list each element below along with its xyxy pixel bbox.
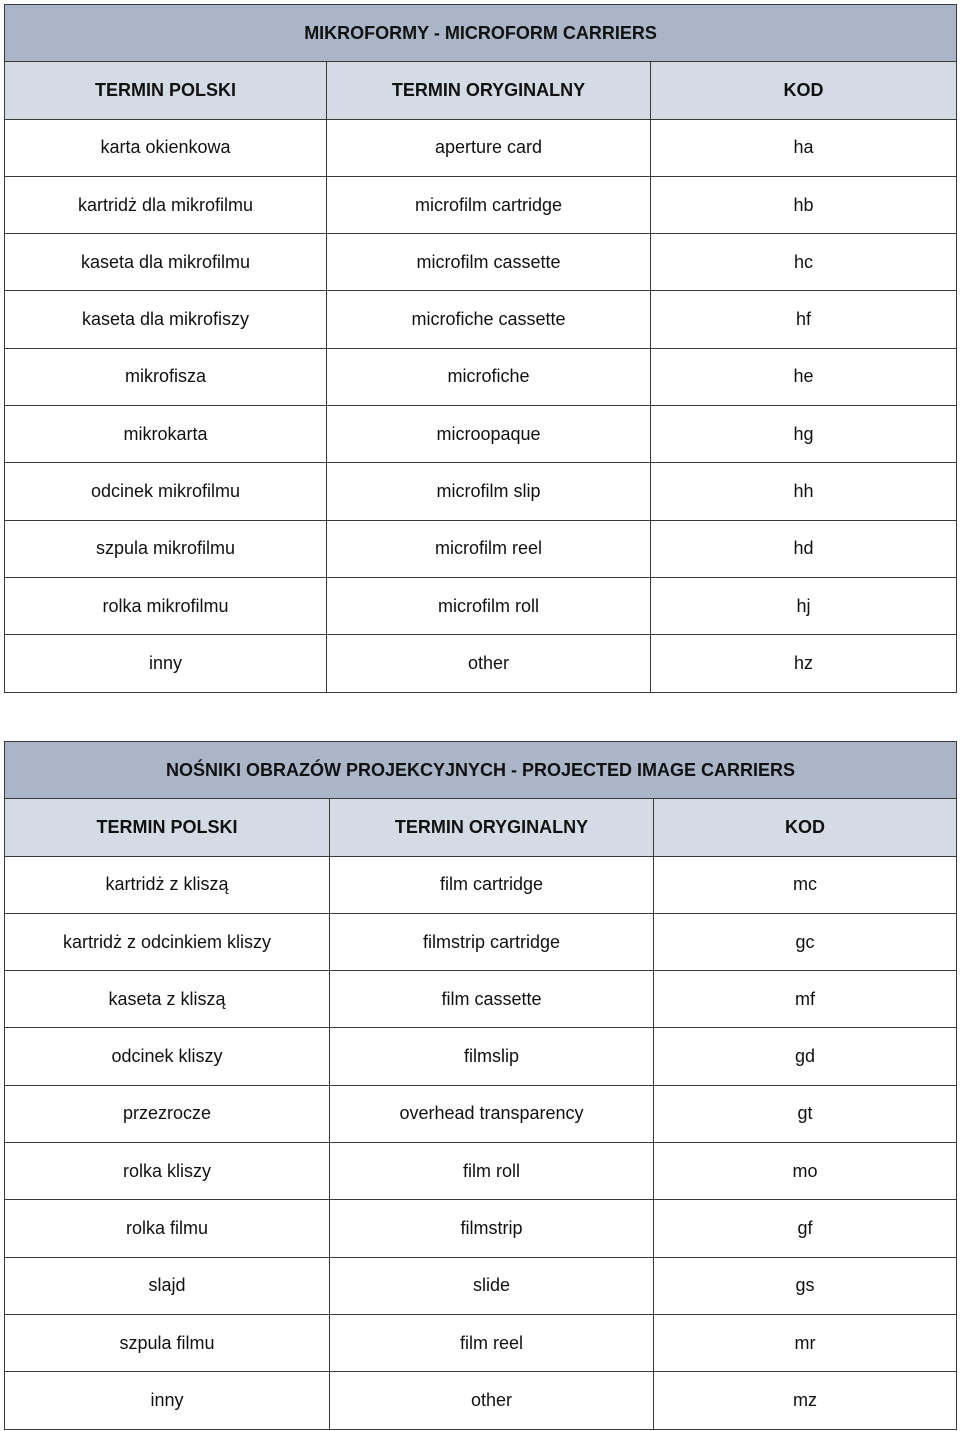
table-row: [5, 913, 957, 970]
table-row: [5, 520, 957, 577]
table-row: [5, 176, 957, 233]
original-term-cell: slide: [330, 1257, 654, 1314]
code-cell: hd: [651, 520, 957, 577]
table-row: [5, 971, 957, 1028]
column-header-original-term: TERMIN ORYGINALNY: [330, 799, 654, 856]
table-row: [5, 1257, 957, 1314]
original-term-cell: film reel: [330, 1314, 654, 1371]
table-row: [5, 1372, 957, 1429]
original-term-cell: microfilm reel: [327, 520, 651, 577]
original-term-cell: microfilm roll: [327, 577, 651, 634]
column-header-original-term: TERMIN ORYGINALNY: [327, 62, 651, 119]
polish-term-cell: kaseta dla mikrofilmu: [5, 234, 327, 291]
table-row: [5, 119, 957, 176]
polish-term-cell: przezrocze: [5, 1085, 330, 1142]
original-term-cell: filmstrip cartridge: [330, 913, 654, 970]
table-row: [5, 348, 957, 405]
code-cell: hb: [651, 176, 957, 233]
microform-carriers-table: [4, 4, 957, 693]
code-cell: mo: [654, 1143, 957, 1200]
code-cell: gt: [654, 1085, 957, 1142]
column-header-code: KOD: [654, 799, 957, 856]
table-title-row: [5, 742, 957, 799]
polish-term-cell: rolka filmu: [5, 1200, 330, 1257]
polish-term-cell: rolka mikrofilmu: [5, 577, 327, 634]
polish-term-cell: kaseta z kliszą: [5, 971, 330, 1028]
polish-term-cell: kaseta dla mikrofiszy: [5, 291, 327, 348]
table-row: [5, 1143, 957, 1200]
original-term-cell: microopaque: [327, 406, 651, 463]
polish-term-cell: szpula mikrofilmu: [5, 520, 327, 577]
table-row: [5, 234, 957, 291]
original-term-cell: film roll: [330, 1143, 654, 1200]
polish-term-cell: odcinek kliszy: [5, 1028, 330, 1085]
code-cell: mr: [654, 1314, 957, 1371]
code-cell: he: [651, 348, 957, 405]
table-header-row: [5, 62, 957, 119]
original-term-cell: aperture card: [327, 119, 651, 176]
column-header-polish-term: TERMIN POLSKI: [5, 62, 327, 119]
table-row: [5, 1028, 957, 1085]
original-term-cell: microfilm slip: [327, 463, 651, 520]
polish-term-cell: slajd: [5, 1257, 330, 1314]
original-term-cell: film cartridge: [330, 856, 654, 913]
code-cell: gd: [654, 1028, 957, 1085]
original-term-cell: other: [327, 635, 651, 692]
table-row: [5, 463, 957, 520]
table-title: MIKROFORMY - MICROFORM CARRIERS: [5, 5, 957, 62]
table-row: [5, 1200, 957, 1257]
code-cell: hc: [651, 234, 957, 291]
polish-term-cell: inny: [5, 1372, 330, 1429]
column-header-code: KOD: [651, 62, 957, 119]
code-cell: gf: [654, 1200, 957, 1257]
polish-term-cell: kartridż z odcinkiem kliszy: [5, 913, 330, 970]
code-cell: hh: [651, 463, 957, 520]
code-cell: gc: [654, 913, 957, 970]
polish-term-cell: kartridż z kliszą: [5, 856, 330, 913]
table-row: [5, 291, 957, 348]
code-cell: mz: [654, 1372, 957, 1429]
polish-term-cell: karta okienkowa: [5, 119, 327, 176]
original-term-cell: microfiche cassette: [327, 291, 651, 348]
code-cell: mc: [654, 856, 957, 913]
code-cell: hg: [651, 406, 957, 463]
table-row: [5, 635, 957, 692]
original-term-cell: microfilm cartridge: [327, 176, 651, 233]
polish-term-cell: mikrokarta: [5, 406, 327, 463]
code-cell: hf: [651, 291, 957, 348]
table-row: [5, 1085, 957, 1142]
code-cell: gs: [654, 1257, 957, 1314]
table-row: [5, 406, 957, 463]
polish-term-cell: szpula filmu: [5, 1314, 330, 1371]
code-cell: ha: [651, 119, 957, 176]
original-term-cell: filmstrip: [330, 1200, 654, 1257]
table-row: [5, 1314, 957, 1371]
table-title-row: [5, 5, 957, 62]
code-cell: mf: [654, 971, 957, 1028]
polish-term-cell: mikrofisza: [5, 348, 327, 405]
original-term-cell: overhead transparency: [330, 1085, 654, 1142]
code-cell: hz: [651, 635, 957, 692]
code-cell: hj: [651, 577, 957, 634]
column-header-polish-term: TERMIN POLSKI: [5, 799, 330, 856]
polish-term-cell: rolka kliszy: [5, 1143, 330, 1200]
projected-image-carriers-table: [4, 741, 957, 1430]
table-row: [5, 577, 957, 634]
original-term-cell: other: [330, 1372, 654, 1429]
original-term-cell: film cassette: [330, 971, 654, 1028]
original-term-cell: filmslip: [330, 1028, 654, 1085]
table-title: NOŚNIKI OBRAZÓW PROJEKCYJNYCH - PROJECTED IMAGE CARRIERS: [5, 742, 957, 799]
polish-term-cell: odcinek mikrofilmu: [5, 463, 327, 520]
polish-term-cell: inny: [5, 635, 327, 692]
polish-term-cell: kartridż dla mikrofilmu: [5, 176, 327, 233]
table-header-row: [5, 799, 957, 856]
original-term-cell: microfilm cassette: [327, 234, 651, 291]
table-row: [5, 856, 957, 913]
original-term-cell: microfiche: [327, 348, 651, 405]
